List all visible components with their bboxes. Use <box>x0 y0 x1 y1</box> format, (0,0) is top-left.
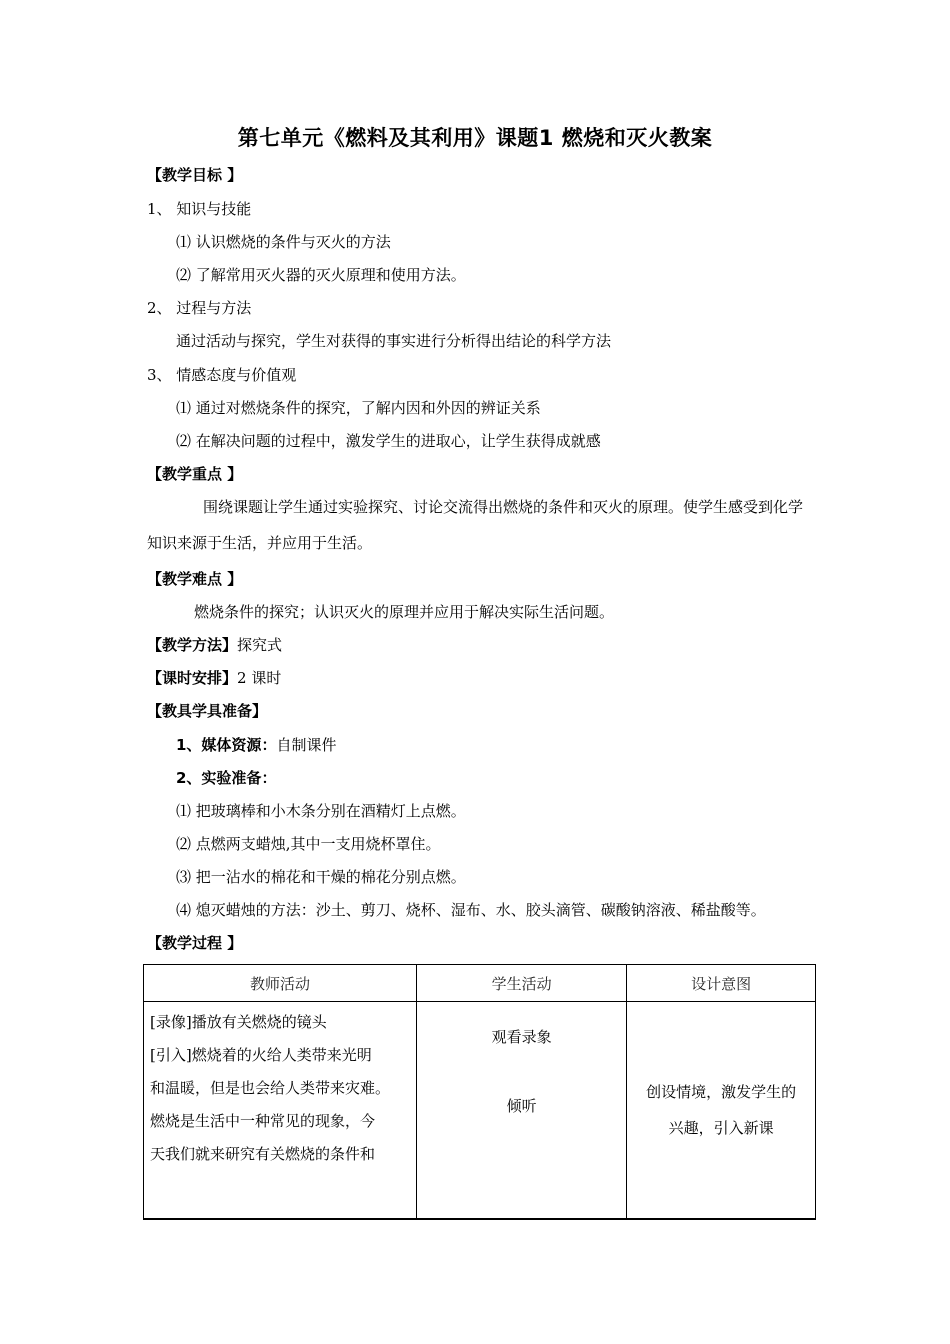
intent-line: 兴趣，引入新课 <box>668 1119 774 1137</box>
teacher-activity-cell <box>144 1002 417 1220</box>
objectives-item: ⑴ 通过对燃烧条件的探究，了解内因和外因的辨证关系 <box>176 399 541 417</box>
column-header-intent: 设计意图 <box>627 965 816 1002</box>
intent-line: 创设情境，激发学生的 <box>646 1083 797 1101</box>
teacher-line: 和温暖，但是也会给人类带来灾难。 <box>150 1079 391 1097</box>
teacher-line: [录像]播放有关燃烧的镜头 <box>150 1013 327 1031</box>
media-label: 1、媒体资源： <box>176 736 277 754</box>
schedule-heading: 【课时安排】 <box>147 669 238 687</box>
experiment-item: ⑵ 点燃两支蜡烛,其中一支用烧杯罩住。 <box>176 835 441 853</box>
process-heading: 【教学过程 】 <box>147 934 243 952</box>
teacher-line: 燃烧是生活中一种常见的现象，今 <box>150 1112 376 1130</box>
teacher-line: 天我们就来研究有关燃烧的条件和 <box>150 1145 376 1163</box>
key-points-heading: 【教学重点 】 <box>147 465 243 483</box>
method-value: 探究式 <box>237 636 283 654</box>
schedule-row <box>147 667 281 688</box>
method-row <box>147 634 282 655</box>
student-line: 倾听 <box>506 1097 537 1115</box>
objectives-section-1: 1、 知识与技能 <box>147 200 252 218</box>
process-table <box>143 964 816 1220</box>
objectives-section-3: 3、 情感态度与价值观 <box>147 366 297 384</box>
column-header-teacher: 教师活动 <box>144 965 417 1002</box>
teacher-line: [引入]燃烧着的火给人类带来光明 <box>150 1046 372 1064</box>
student-activity-cell <box>416 1002 626 1220</box>
experiment-item: ⑷ 熄灭蜡烛的方法：沙土、剪刀、烧杯、湿布、水、胶头滴管、碳酸钠溶液、稀盐酸等。 <box>176 901 766 919</box>
difficulties-text: 燃烧条件的探究；认识灭火的原理并应用于解决实际生活问题。 <box>194 603 615 621</box>
materials-media-row <box>176 734 336 755</box>
page-title: 第七单元《燃料及其利用》课题1 燃烧和灭火教案 <box>237 126 713 150</box>
objectives-item: ⑵ 了解常用灭火器的灭火原理和使用方法。 <box>176 266 466 284</box>
experiment-item: ⑶ 把一沾水的棉花和干燥的棉花分别点燃。 <box>176 868 466 886</box>
key-points-text: 围绕课题让学生通过实验探究、讨论交流得出燃烧的条件和灭火的原理。使学生感受到化学知识来源于生活，并应用于生活。 <box>147 498 804 552</box>
objectives-text: 通过活动与探究，学生对获得的事实进行分析得出结论的科学方法 <box>176 332 612 350</box>
experiment-label: 2、实验准备： <box>176 769 277 787</box>
table-header-row <box>144 965 816 1002</box>
objectives-section-2: 2、 过程与方法 <box>147 299 252 317</box>
column-header-student: 学生活动 <box>416 965 626 1002</box>
objectives-item: ⑴ 认识燃烧的条件与灭火的方法 <box>176 233 391 251</box>
objectives-item: ⑵ 在解决问题的过程中，激发学生的进取心，让学生获得成就感 <box>176 432 601 450</box>
objectives-heading: 【教学目标 】 <box>147 166 243 184</box>
materials-heading: 【教具学具准备】 <box>147 702 268 720</box>
difficulties-heading: 【教学难点 】 <box>147 570 243 588</box>
design-intent-cell <box>627 1002 816 1220</box>
student-line: 观看录象 <box>491 1028 552 1046</box>
experiment-item: ⑴ 把玻璃棒和小木条分别在酒精灯上点燃。 <box>176 802 466 820</box>
media-value: 自制课件 <box>276 736 337 754</box>
method-heading: 【教学方法】 <box>147 636 238 654</box>
table-row <box>144 1002 816 1220</box>
schedule-value: 2 课时 <box>237 669 282 687</box>
